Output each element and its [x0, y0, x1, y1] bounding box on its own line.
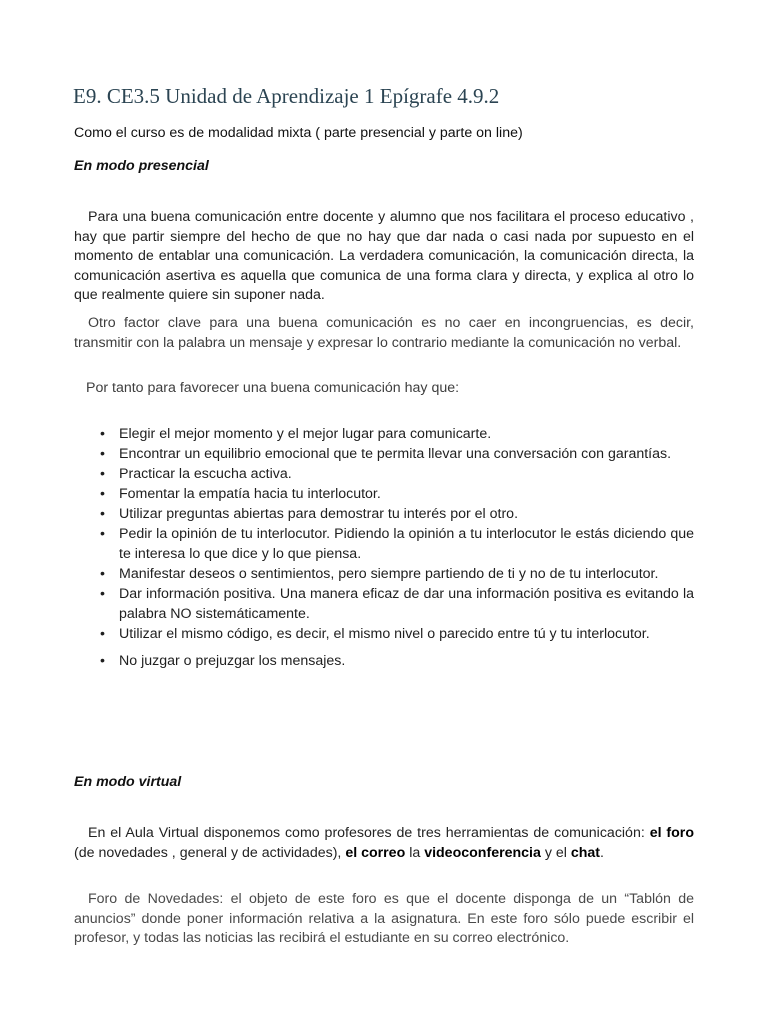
- list-item: • Fomentar la empatía hacia tu interlocutor.: [100, 484, 694, 504]
- aula-virtual-text: la: [405, 844, 425, 861]
- aula-virtual-text: y el: [540, 844, 571, 861]
- foro-bold-text: el foro: [649, 825, 694, 841]
- aula-virtual-text: (de novedades , general y de actividades),: [74, 844, 346, 861]
- list-item: • Utilizar preguntas abiertas para demostrar tu interés por el otro.: [100, 504, 694, 524]
- correo-bold-text: el correo: [345, 844, 406, 861]
- paragraph-por-tanto: Por tanto para favorecer una buena comunicación hay que:: [86, 380, 460, 396]
- list-item: • No juzgar o prejuzgar los mensajes.: [100, 651, 694, 671]
- list-item: • Encontrar un equilibrio emocional que te permita llevar una conversación con garantías.: [100, 444, 694, 464]
- videoconferencia-bold-text: videoconferencia: [424, 844, 541, 861]
- paragraph-comunicacion-docente: Para una buena comunicación entre docente y alumno que nos facilitara el proceso educativo , hay que partir siempre del hecho de que no hay que dar nada o casi nada por supuesto en el momento de entablar una comunicación. La verdadera comunicación, la comunicación directa, la comunicación asertiva es aquella que comunica de una forma clara y directa, y explica al otro lo que realmente quiere sin suponer nada.: [74, 209, 694, 303]
- communication-tips-list: [100, 424, 694, 671]
- list-item: • Utilizar el mismo código, es decir, el mismo nivel o parecido entre tú y tu interlocutor.: [100, 624, 694, 644]
- list-item: • Manifestar deseos o sentimientos, pero siempre partiendo de ti y no de tu interlocutor.: [100, 564, 694, 584]
- paragraph-aula-virtual: [74, 824, 694, 863]
- list-item: • Dar información positiva. Una manera eficaz de dar una información positiva es evitando la palabra NO sistemáticamente.: [100, 584, 694, 624]
- aula-virtual-text: .: [600, 844, 604, 861]
- list-item: • Practicar la escucha activa.: [100, 464, 694, 484]
- aula-virtual-text: En el Aula Virtual disponemos como profesores de tres herramientas de comunicación:: [88, 825, 650, 841]
- list-item: • Pedir la opinión de tu interlocutor. Pidiendo la opinión a tu interlocutor le estás diciendo que te interesa lo que dice y lo que piensa.: [100, 524, 694, 564]
- chat-bold-text: chat: [570, 844, 601, 861]
- document-title: E9. CE3.5 Unidad de Aprendizaje 1 Epígrafe 4.9.2: [73, 84, 500, 108]
- list-item: • Elegir el mejor momento y el mejor lugar para comunicarte.: [100, 424, 694, 444]
- heading-modo-virtual: En modo virtual: [74, 774, 182, 790]
- intro-text: Como el curso es de modalidad mixta ( parte presencial y parte on line): [74, 125, 523, 141]
- paragraph-foro-novedades: Foro de Novedades: el objeto de este foro es que el docente disponga de un “Tablón de anuncios” donde poner información relativa a la asignatura. En este foro sólo puede escribir el profesor, y todas las noticias las recibirá el estudiante en su correo electrónico.: [74, 891, 694, 946]
- paragraph-incongruencias: Otro factor clave para una buena comunicación es no caer en incongruencias, es decir, transmitir con la palabra un mensaje y expresar lo contrario mediante la comunicación no verbal.: [74, 315, 694, 351]
- heading-modo-presencial: En modo presencial: [74, 158, 209, 174]
